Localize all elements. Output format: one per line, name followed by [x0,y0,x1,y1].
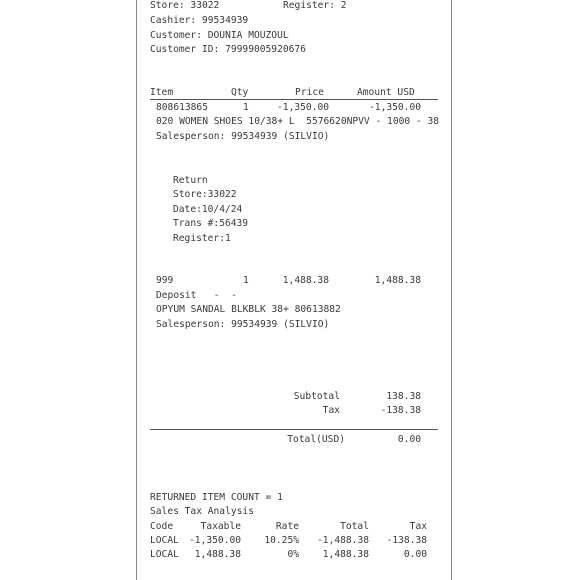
line2-item: 999 [156,275,174,286]
tax-row2-code: LOCAL [150,549,179,560]
line2-qty: 1 [243,275,249,286]
totals-divider [150,429,438,430]
tax-row2-tax: 0.00 [403,549,427,560]
line1-salesperson: Salesperson: 99534939 (SILVIO) [156,131,330,142]
tax-row1-taxable: -1,350.00 [189,535,241,546]
tax-analysis-title: Sales Tax Analysis [150,506,254,517]
tax-row2-taxable: 1,488.38 [194,549,241,560]
column-item: Item [150,87,174,98]
tax-col-taxable: Taxable [200,521,241,532]
line1-item: 808613865 [156,102,208,113]
tax-col-rate: Rate [275,521,299,532]
total-value: 0.00 [397,434,421,445]
tax-row1-total: -1,488.38 [317,535,369,546]
return-trans: Trans #:56439 [173,218,249,229]
store-line: Store: 33022 [150,0,220,11]
tax-value: -138.38 [380,405,421,416]
column-qty: Qty [231,87,249,98]
line2-amount: 1,488.38 [374,275,421,286]
line1-price: -1,350.00 [277,102,329,113]
receipt [136,0,452,580]
customer-id-line: Customer ID: 79999005920676 [150,44,306,55]
column-divider [150,99,438,100]
line2-description-2: OPYUM SANDAL BLKBLK 38+ 80613882 [156,304,341,315]
tax-row1-code: LOCAL [150,535,179,546]
returned-item-count: RETURNED ITEM COUNT = 1 [150,492,283,503]
line2-price: 1,488.38 [282,275,329,286]
tax-col-total: Total [340,521,369,532]
line2-salesperson: Salesperson: 99534939 (SILVIO) [156,319,330,330]
return-title: Return [173,175,208,186]
tax-col-tax: Tax [409,521,427,532]
line1-amount: -1,350.00 [369,102,421,113]
cashier-line: Cashier: 99534939 [150,15,249,26]
tax-col-code: Code [150,521,174,532]
tax-row2-rate: 0% [287,549,299,560]
tax-label: Tax [322,405,340,416]
line1-description: 020 WOMEN SHOES 10/38+ L 5576620NPVV - 1000 - 38 [156,116,440,127]
total-label: Total(USD) [287,434,345,445]
tax-row1-tax: -138.38 [386,535,427,546]
column-price: Price [295,87,324,98]
return-date: Date:10/4/24 [173,204,243,215]
customer-line: Customer: DOUNIA MOUZOUL [150,30,289,41]
register-line: Register: 2 [283,0,347,11]
tax-row2-total: 1,488.38 [322,549,369,560]
subtotal-value: 138.38 [386,391,421,402]
return-store: Store:33022 [173,189,237,200]
subtotal-label: Subtotal [293,391,340,402]
tax-row1-rate: 10.25% [264,535,299,546]
line1-qty: 1 [243,102,249,113]
line2-description: Deposit - - [156,290,237,301]
return-register: Register:1 [173,233,231,244]
column-amount: Amount USD [357,87,415,98]
